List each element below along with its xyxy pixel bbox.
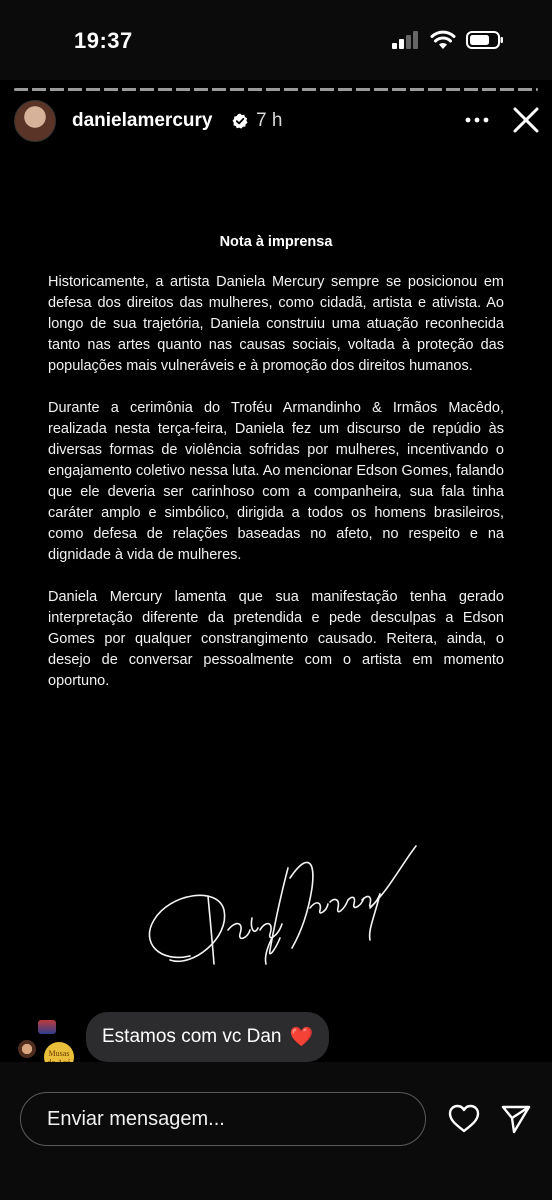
story-progress-bar	[14, 88, 538, 91]
reply-logo	[38, 1020, 56, 1034]
heart-icon[interactable]	[448, 1104, 480, 1134]
note-title: Nota à imprensa	[219, 234, 333, 250]
note-paragraph: Durante a cerimônia do Troféu Armandinho & Irmãos Macêdo, realizada nesta terça-feira, Daniela fez um discurso de repúdio às diversas formas de violência sofridas por mulheres, incentivando o engajamento coletivo nessa luta. Ao mencionar Edson Gomes, falando que ele deveria ser carinhoso com a companheira, sua fala tinha caráter amplo e simbólico, dirigida a todos os homens brasileiros, como defesa de relações baseadas no afeto, no respeito e na dignidade à vida de mulheres.	[48, 400, 504, 563]
reply-avatar[interactable]	[16, 1038, 38, 1060]
reply-avatar-label[interactable]: Musas	[42, 1040, 76, 1074]
signal-icon	[392, 31, 420, 49]
avatar[interactable]	[14, 100, 56, 142]
battery-icon	[466, 30, 504, 50]
post-time: 7 h	[256, 110, 283, 131]
signature	[140, 838, 420, 986]
send-icon[interactable]	[500, 1104, 532, 1134]
note-paragraph: Daniela Mercury lamenta que sua manifestação tenha gerado interpretação diferente da pretendida e pede desculpas a Edson Gomes por qualquer constrangimento causado. Reitera, ainda, o desejo de conversar pessoalmente com o artista em momento oportuno.	[48, 589, 504, 689]
note-paragraph: Historicamente, a artista Daniela Mercury sempre se posicionou em defesa dos direitos das mulheres, como cidadã, artista e ativista. Ao longo de sua trajetória, Daniela construiu uma atuação reconhecida tanto nas artes quanto nas causas sociais, voltada à proteção das populações mais vulneráveis e à promoção dos direitos humanos.	[48, 274, 504, 374]
status-icons	[392, 30, 504, 50]
reply-bubble[interactable]	[86, 1012, 329, 1062]
close-icon[interactable]	[510, 104, 542, 136]
press-note	[48, 234, 504, 713]
status-bar	[0, 0, 552, 80]
username[interactable]: danielamercury	[72, 110, 213, 131]
story-header	[0, 100, 552, 144]
message-bar	[0, 1062, 552, 1200]
heart-emoji-icon: ❤️	[289, 1027, 314, 1048]
status-time: 19:37	[74, 28, 133, 53]
wifi-icon	[430, 30, 456, 50]
message-input[interactable]	[20, 1092, 426, 1146]
reply-text: Estamos com vc Dan	[102, 1026, 282, 1047]
more-icon[interactable]	[464, 104, 490, 134]
verified-badge-icon	[232, 113, 248, 129]
